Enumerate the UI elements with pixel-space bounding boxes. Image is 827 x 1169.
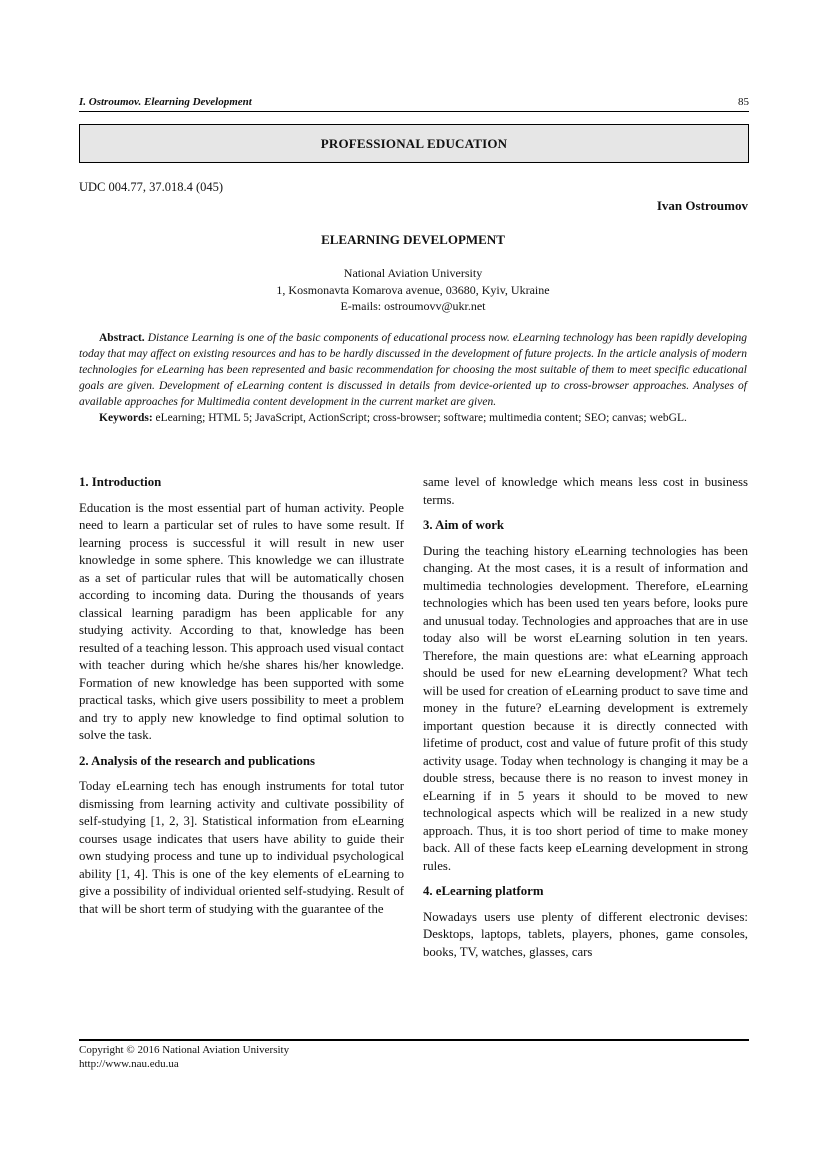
- keywords-text: eLearning; HTML 5; JavaScript, ActionScript; cross-browser; software; multimedia content; SEO; canvas; webGL.: [155, 412, 687, 424]
- left-column: [79, 474, 404, 926]
- platform-paragraph: Nowadays users use plenty of different electronic devises: Desktops, laptops, tablets, players, phones, game consoles, books, TV, watches, glasses, cars: [423, 909, 748, 959]
- analysis-paragraph: Today eLearning tech has enough instruments for total tutor dismissing from learning activity and cultivate possibility of self-studying [1, 2, 3]. Statistical information from eLearning courses usage indicates that users have ability to guide their own studying process and tune up to individual psychological ability [1, 4]. This is one of the key elements of eLearning to give a possibility of individual oriented self-studying. Result of that will be short term of studying with the guarantee of the: [79, 779, 404, 916]
- running-title: I. Ostroumov. Elearning Development: [79, 96, 252, 108]
- section-heading-analysis: 2. Analysis of the research and publications: [79, 753, 315, 768]
- affiliation-institution: National Aviation University: [343, 266, 483, 280]
- section-heading-aim: 3. Aim of work: [423, 518, 505, 532]
- section-heading-introduction: 1. Introduction: [79, 475, 162, 489]
- section-banner: [79, 124, 749, 163]
- running-header: [79, 96, 749, 112]
- page-footer: [79, 1039, 749, 1071]
- footer-url: http://www.nau.edu.ua: [79, 1058, 179, 1070]
- right-column: [423, 474, 748, 969]
- analysis-paragraph-continued: same level of knowledge which means less cost in business terms.: [423, 475, 748, 507]
- introduction-paragraph: Education is the most essential part of human activity. People need to learn a particular set of rules to have some result. If learning process is successful it will result in new user knowledge in some sphere. This knowledge we can illustrate as a set of particular rules that will be automatically chosen according to incoming data. During the thousands of years classical learning paradigm has been applicable for any studying activity. According to that, knowledge has been resulted of a teaching lesson. This approach used visual contact with teacher during which he/she shares his/her knowledge. Formation of new knowledge has been supported with some practical tasks, which give users possibility to meet a problem and try to apply new knowledge to find optimal solution to solve the task.: [79, 500, 404, 742]
- abstract-block: [79, 330, 747, 426]
- section-banner-label: PROFESSIONAL EDUCATION: [320, 135, 508, 151]
- author-name: Ivan Ostroumov: [656, 198, 748, 213]
- abstract-label: Abstract.: [99, 332, 145, 344]
- footer-copyright: Copyright © 2016 National Aviation University: [79, 1044, 290, 1056]
- affiliation-email: E-mails: ostroumovv@ukr.net: [340, 299, 486, 313]
- page-number: 85: [738, 96, 749, 108]
- affiliation-address: 1, Kosmonavta Komarova avenue, 03680, Kyiv, Ukraine: [276, 282, 550, 297]
- affiliation: [79, 265, 747, 315]
- abstract-text: Distance Learning is one of the basic components of educational process now. eLearning technology has been rapidly developing today that may affect on existing resources and has to be hardly discussed in the development of future projects. In the article analysis of modern technologies for eLearning has been represented and basic recommendation for choosing the most suitable of them to meet specific educational goals are given. Development of eLearning content is discussed in details from device-oriented up to cross-browser approaches. Analyses of available approaches for Multimedia content development in the current market are given.: [79, 332, 748, 408]
- paper-title: ELEARNING DEVELOPMENT: [321, 232, 505, 247]
- abstract-paragraph: [79, 330, 747, 410]
- udc-code: UDC 004.77, 37.018.4 (045): [79, 180, 224, 194]
- keywords-label: Keywords:: [99, 412, 153, 424]
- keywords-paragraph: [79, 410, 747, 426]
- aim-paragraph: During the teaching history eLearning technologies has been changing. At the most cases, it is a result of information and multimedia technologies development. Therefore, eLearning technologies which has been used ten years before, looks pure and unusual today. Technologies and approaches that are in use today also will be worst eLearning solution in ten years. Therefore, the main questions are: what eLearning approach should be used for new eLearning development? What tech will be used for creation of eLearning product to save time and money in the future? eLearning development is extremely important question because it is directly connected with lifetime of product, cost and value of future profit of this study activity usage. Today when technology is changing it may be a double stress, because there is no reason to invest money in eLearning if in 5 years it should to be moved to new technological aspects which will be realized in a new study approach. Thus, it is too short period of time to make money back. All of these facts keep eLearning development in strong rules.: [423, 543, 748, 873]
- section-heading-platform: 4. eLearning platform: [423, 884, 544, 898]
